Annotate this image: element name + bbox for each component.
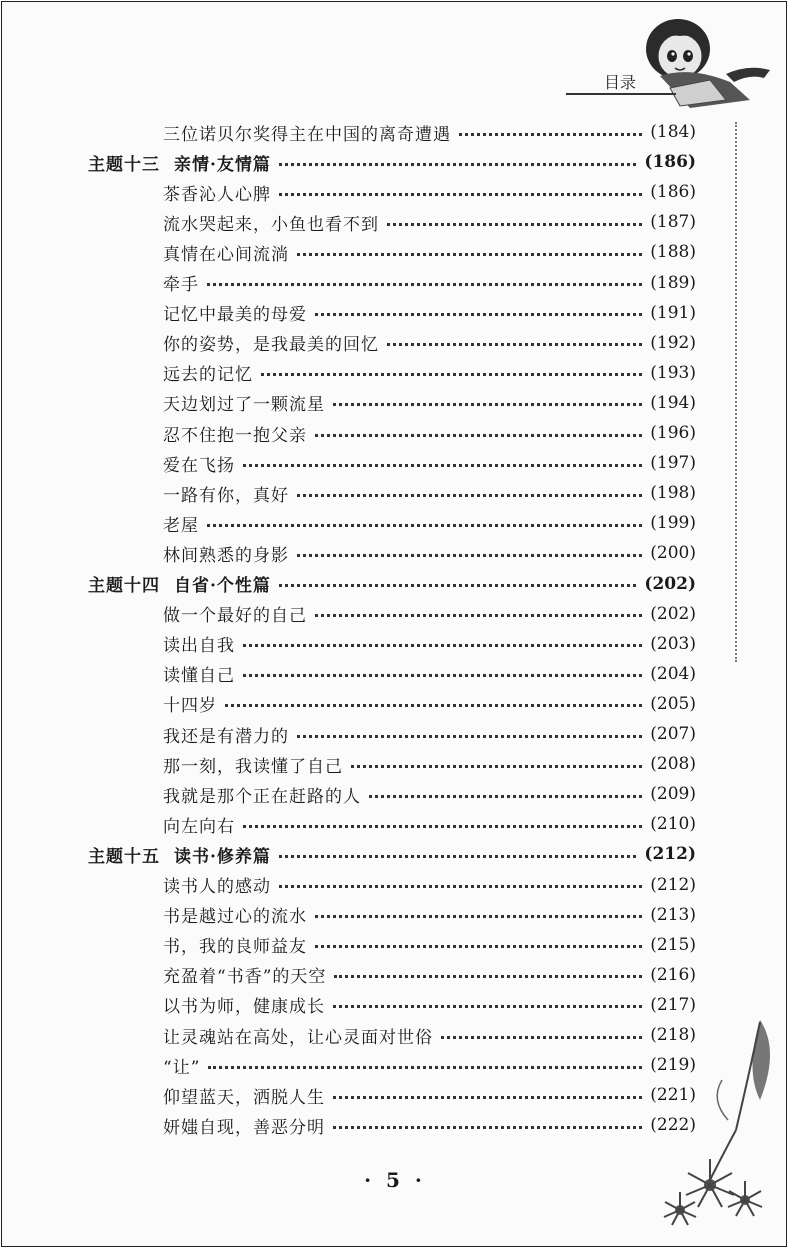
toc-entry-title: 记忆中最美的母爱 xyxy=(163,305,307,326)
toc-entry-row xyxy=(163,599,696,629)
toc-page-number: (212) xyxy=(644,844,696,865)
side-dotted-rule xyxy=(735,122,737,662)
page-number: · 5 · xyxy=(364,1168,426,1192)
toc-page-number: (193) xyxy=(650,362,696,383)
toc-page-number: (189) xyxy=(650,272,696,293)
toc-section-row xyxy=(88,569,696,599)
toc-page-number: (212) xyxy=(650,874,696,895)
toc-leader-dots xyxy=(333,1126,642,1129)
toc-entry-row xyxy=(163,809,696,839)
toc-entry-title: 那一刻，我读懂了自己 xyxy=(163,756,343,777)
toc-page-number: (215) xyxy=(650,934,696,955)
toc-entry-title: 茶香沁人心脾 xyxy=(163,184,271,205)
toc-entry-title: 流水哭起来，小鱼也看不到 xyxy=(163,214,379,235)
toc-page-number: (216) xyxy=(650,964,696,985)
toc-section-name: 自省·个性篇 xyxy=(174,576,271,596)
toc-leader-dots xyxy=(387,223,642,226)
toc-entry-row xyxy=(163,207,696,237)
toc-page-number: (194) xyxy=(650,392,696,413)
toc-entry-row xyxy=(163,900,696,930)
toc-entry-title: 读出自我 xyxy=(163,636,235,657)
toc-section-label: 主题十三 xyxy=(88,154,160,175)
toc-entry-row xyxy=(163,870,696,900)
toc-entry-title: 我还是有潜力的 xyxy=(163,726,289,747)
toc-entry-title: 我就是那个正在赶路的人 xyxy=(163,786,361,807)
toc-leader-dots xyxy=(387,343,642,346)
toc-page-number: (209) xyxy=(650,784,696,805)
toc-leader-dots xyxy=(369,795,642,798)
toc-entry-title: 读懂自己 xyxy=(163,666,235,687)
toc-page-number: (186) xyxy=(644,152,696,173)
toc-section-row xyxy=(88,839,696,869)
toc-entry-row xyxy=(163,990,696,1020)
toc-entry-row xyxy=(163,237,696,267)
toc-entry-title: 充盈着“书香”的天空 xyxy=(163,967,327,988)
toc-entry-title: 书，我的良师益友 xyxy=(163,937,307,958)
toc-section-row xyxy=(88,147,696,177)
toc-leader-dots xyxy=(208,1066,642,1069)
toc-leader-dots xyxy=(243,674,642,677)
toc-page-number: (202) xyxy=(644,573,696,594)
toc-page-number: (219) xyxy=(650,1055,696,1076)
toc-page-number: (210) xyxy=(650,814,696,835)
toc-leader-dots xyxy=(315,915,642,918)
toc-entry-row xyxy=(163,538,696,568)
toc-page-number: (187) xyxy=(650,212,696,233)
toc-entry-row xyxy=(163,629,696,659)
toc-leader-dots xyxy=(279,584,637,587)
toc-entry-title: 做一个最好的自己 xyxy=(163,606,307,627)
toc-entry-title: 书是越过心的流水 xyxy=(163,907,307,928)
toc-leader-dots xyxy=(297,554,642,557)
toc-entry-row xyxy=(163,478,696,508)
toc-entry-row xyxy=(163,930,696,960)
toc-entry-title: 远去的记忆 xyxy=(163,365,253,386)
toc-section-label: 主题十五 xyxy=(88,846,160,867)
header-section-label: 目录 xyxy=(604,73,637,92)
toc-page-number: (203) xyxy=(650,633,696,654)
toc-page-number: (217) xyxy=(650,994,696,1015)
toc-entry-title: 爱在飞扬 xyxy=(163,455,235,476)
toc-entry-row xyxy=(163,508,696,538)
girl-reading-illustration xyxy=(630,4,780,114)
toc-leader-dots xyxy=(279,855,637,858)
header-rule xyxy=(566,93,676,95)
toc-leader-dots xyxy=(279,163,637,166)
toc-leader-dots xyxy=(333,403,642,406)
toc-entry-title: 读书人的感动 xyxy=(163,877,271,897)
toc-entry-row xyxy=(163,1020,696,1050)
toc-leader-dots xyxy=(441,1036,642,1039)
toc-entry-row xyxy=(163,1110,696,1140)
toc-entry-title: 忍不住抱一抱父亲 xyxy=(163,425,307,446)
toc-leader-dots xyxy=(315,434,642,437)
toc-entry-title: 以书为师，健康成长 xyxy=(163,997,325,1018)
toc-entry-title: 三位诺贝尔奖得主在中国的离奇遭遇 xyxy=(163,124,451,145)
toc-page-number: (196) xyxy=(650,423,696,443)
toc-entry-row xyxy=(163,779,696,809)
toc-entry-row xyxy=(163,960,696,990)
toc-entry-title: 老屋 xyxy=(163,515,199,536)
toc-page-number: (188) xyxy=(650,242,696,263)
toc-entry-row xyxy=(163,328,696,358)
toc-section-title xyxy=(88,571,271,596)
toc-section-name: 亲情·友情篇 xyxy=(174,154,271,175)
toc-entry-title: “让” xyxy=(163,1057,201,1078)
toc-entry-row xyxy=(163,117,696,147)
toc-entry-title: 仰望蓝天，洒脱人生 xyxy=(163,1087,325,1108)
toc-leader-dots xyxy=(333,1096,642,1099)
toc-section-label: 主题十四 xyxy=(88,576,160,596)
toc-entry-title: 林间熟悉的身影 xyxy=(163,545,289,566)
toc-entry-row xyxy=(163,1080,696,1110)
toc-page-number: (222) xyxy=(650,1115,696,1136)
toc-section-title xyxy=(88,150,271,175)
toc-leader-dots xyxy=(207,524,642,527)
toc-page-number: (200) xyxy=(650,543,696,564)
toc-leader-dots xyxy=(243,644,642,647)
toc-entry-title: 妍媸自现，善恶分明 xyxy=(163,1117,325,1138)
toc-page-number: (208) xyxy=(650,754,696,775)
toc-entry-title: 真情在心间流淌 xyxy=(163,244,289,265)
toc-section-title xyxy=(88,842,271,867)
toc-page-number: (202) xyxy=(650,603,696,624)
toc-entry-title: 牵手 xyxy=(163,275,199,295)
toc-leader-dots xyxy=(279,885,642,888)
toc-page-number: (204) xyxy=(650,663,696,684)
toc-entry-row xyxy=(163,689,696,719)
toc-entry-row xyxy=(163,749,696,779)
toc-page-number: (199) xyxy=(650,513,696,534)
toc-page-number: (192) xyxy=(650,332,696,353)
toc-leader-dots xyxy=(261,373,642,376)
flower-decoration xyxy=(640,1010,785,1240)
toc-page-number: (198) xyxy=(650,483,696,504)
toc-entry-row xyxy=(163,298,696,328)
toc-leader-dots xyxy=(279,193,642,196)
toc-entry-title: 一路有你，真好 xyxy=(163,485,289,506)
toc-entry-title: 向左向右 xyxy=(163,816,235,837)
toc-page-number: (197) xyxy=(650,453,696,474)
toc-page-number: (207) xyxy=(650,724,696,744)
toc-entry-title: 你的姿势，是我最美的回忆 xyxy=(163,335,379,356)
toc-section-name: 读书·修养篇 xyxy=(174,846,271,867)
toc-entry-row xyxy=(163,719,696,749)
toc-leader-dots xyxy=(243,464,642,467)
toc-leader-dots xyxy=(351,765,642,768)
toc-leader-dots xyxy=(297,494,642,497)
toc-leader-dots xyxy=(315,614,642,617)
toc-page-number: (191) xyxy=(650,302,696,323)
toc-entry-row xyxy=(163,177,696,207)
toc-page-number: (186) xyxy=(650,182,696,203)
toc-leader-dots xyxy=(297,253,642,256)
toc-page-number: (205) xyxy=(650,693,696,714)
toc-leader-dots xyxy=(297,735,642,738)
toc-leader-dots xyxy=(334,975,642,978)
toc-entry-row xyxy=(163,358,696,388)
toc-page-number: (184) xyxy=(650,122,696,142)
toc-entry-title: 天边划过了一颗流星 xyxy=(163,395,325,416)
toc-entry-row xyxy=(163,659,696,689)
toc-entry-title: 十四岁 xyxy=(163,696,217,717)
toc-leader-dots xyxy=(243,825,642,828)
toc-entry-row xyxy=(163,388,696,418)
toc-leader-dots xyxy=(207,283,642,286)
toc-page-number: (218) xyxy=(650,1025,696,1045)
toc-leader-dots xyxy=(315,313,642,316)
toc-page-number: (221) xyxy=(650,1085,696,1106)
toc-leader-dots xyxy=(459,133,642,136)
toc-leader-dots xyxy=(315,945,642,948)
toc-entry-row xyxy=(163,1050,696,1080)
toc-entry-row xyxy=(163,448,696,478)
toc-entry-row xyxy=(163,268,696,298)
toc-page-number: (213) xyxy=(650,904,696,925)
toc-entry-title: 让灵魂站在高处，让心灵面对世俗 xyxy=(163,1027,433,1048)
toc-leader-dots xyxy=(333,1005,642,1008)
toc-leader-dots xyxy=(225,704,642,707)
toc-entry-row xyxy=(163,418,696,448)
